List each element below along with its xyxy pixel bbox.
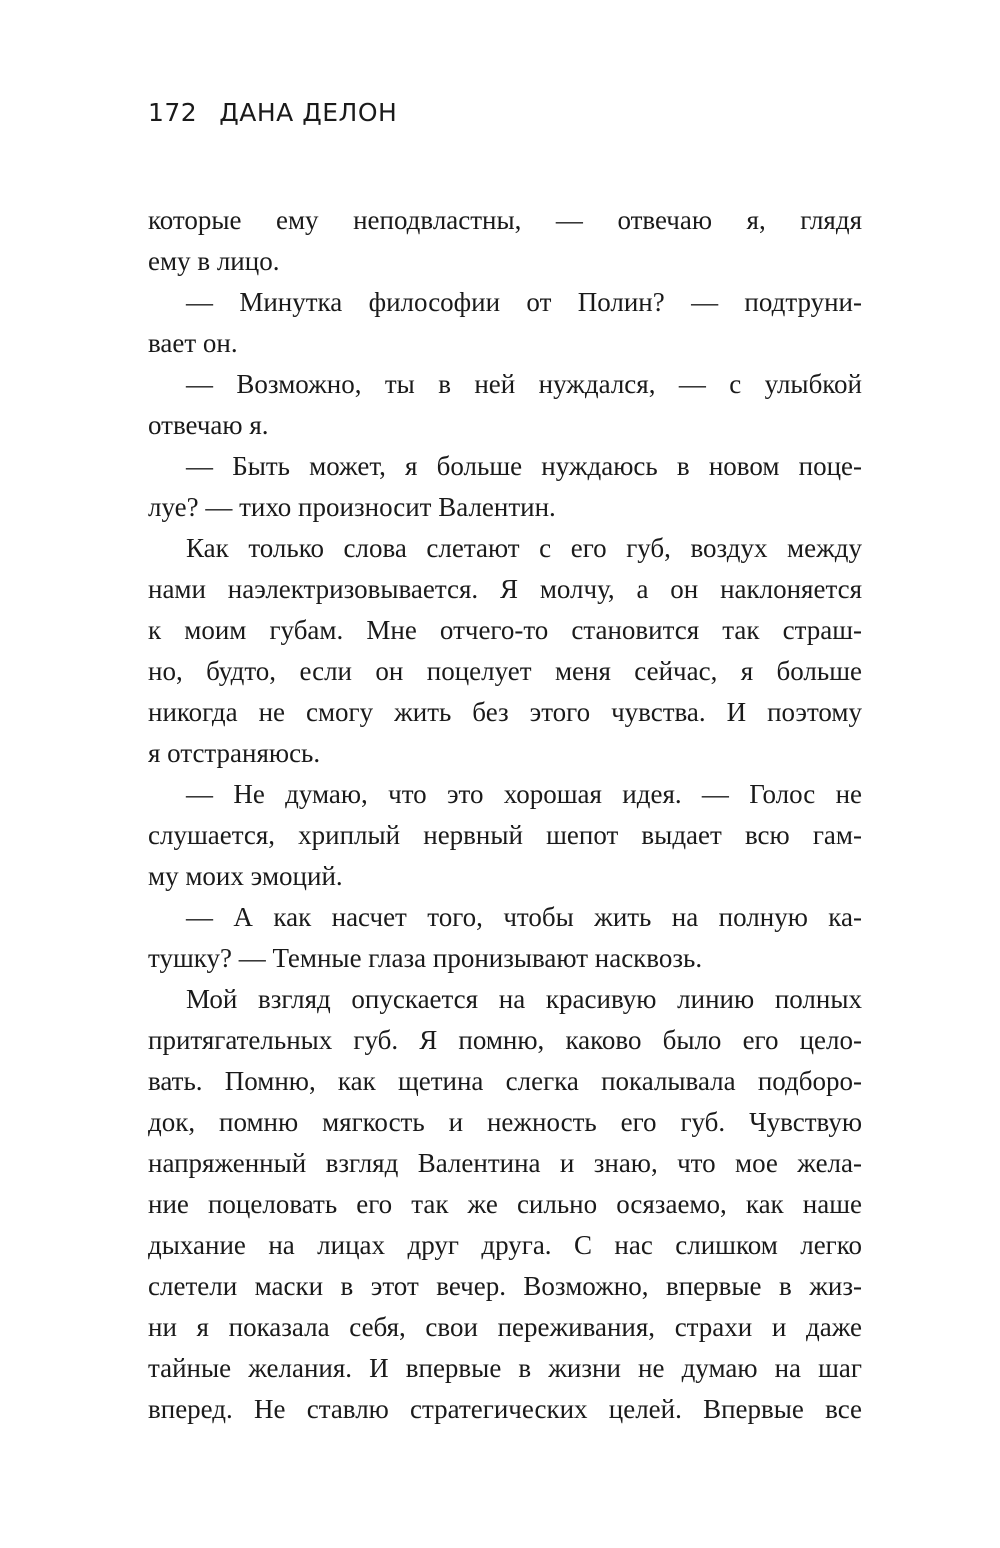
- body-text: [148, 200, 862, 1430]
- text-line: нами наэлектризовывается. Я молчу, а он наклоняется: [148, 574, 862, 604]
- text-line: никогда не смогу жить без этого чувства. И поэтому: [148, 697, 862, 727]
- text-line: слушается, хриплый нервный шепот выдает всю гам-: [148, 820, 862, 850]
- page-number: 172: [148, 98, 198, 127]
- text-line: — Возможно, ты в ней нуждался, — с улыбкой: [186, 369, 862, 399]
- text-line: тушку? — Темные глаза пронизывают насквозь.: [148, 943, 703, 973]
- text-line: ему в лицо.: [148, 246, 280, 276]
- text-line: которые ему неподвластны, — отвечаю я, глядя: [148, 205, 862, 235]
- text-line: Как только слова слетают с его губ, воздух между: [186, 533, 862, 563]
- text-line: притягательных губ. Я помню, каково было его цело-: [148, 1025, 862, 1055]
- text-line: напряженный взгляд Валентина и знаю, что мое жела-: [148, 1148, 862, 1178]
- text-line: но, будто, если он поцелует меня сейчас, я больше: [148, 656, 862, 686]
- text-line: — А как насчет того, чтобы жить на полную ка-: [186, 902, 862, 932]
- text-line: отвечаю я.: [148, 410, 269, 440]
- text-line: слетели маски в этот вечер. Возможно, впервые в жиз-: [148, 1271, 862, 1301]
- text-line: к моим губам. Мне отчего-то становится так страш-: [148, 615, 862, 645]
- text-line: луе? — тихо произносит Валентин.: [148, 492, 556, 522]
- text-line: ние поцеловать его так же сильно осязаемо, как наше: [148, 1189, 862, 1219]
- text-line: вать. Помню, как щетина слегка покалывала подборо-: [148, 1066, 862, 1096]
- text-line: я отстраняюсь.: [148, 738, 321, 768]
- text-line: тайные желания. И впервые в жизни не думаю на шаг: [148, 1353, 862, 1383]
- author-name: ДАНА ДЕЛОН: [219, 98, 398, 127]
- text-line: вает он.: [148, 328, 238, 358]
- text-line: — Быть может, я больше нуждаюсь в новом поце-: [186, 451, 862, 481]
- text-line: Мой взгляд опускается на красивую линию полных: [186, 984, 862, 1014]
- running-head: [148, 98, 397, 127]
- text-line: му моих эмоций.: [148, 861, 343, 891]
- text-line: — Минутка философии от Полин? — подтруни-: [186, 287, 862, 317]
- text-line: ни я показала себя, свои переживания, страхи и даже: [148, 1312, 862, 1342]
- text-line: — Не думаю, что это хорошая идея. — Голос не: [186, 779, 862, 809]
- text-line: док, помню мягкость и нежность его губ. Чувствую: [148, 1107, 862, 1137]
- text-line: дыхание на лицах друг друга. С нас слишком легко: [148, 1230, 862, 1260]
- text-line: вперед. Не ставлю стратегических целей. Впервые все: [148, 1394, 862, 1424]
